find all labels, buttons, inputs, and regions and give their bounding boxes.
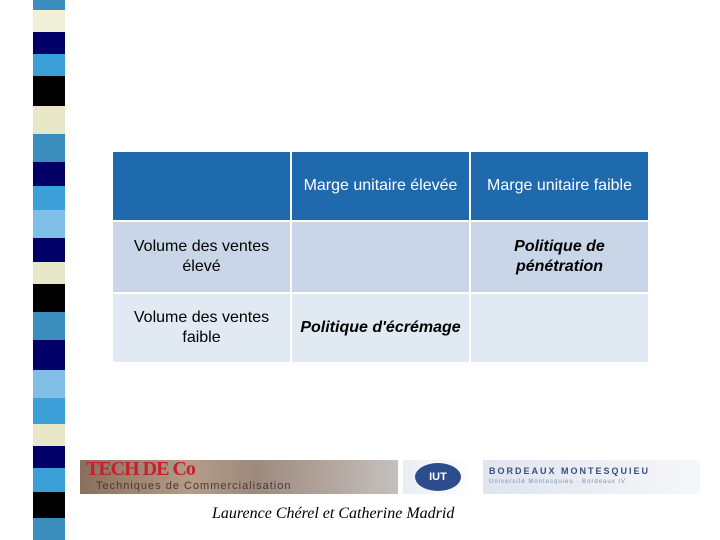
bordeaux-montesquieu-logo bbox=[483, 460, 700, 494]
header-marge-faible: Marge unitaire faible bbox=[470, 151, 649, 221]
bordeaux-logo-subtitle: Université Montesquieu · Bordeaux IV bbox=[489, 479, 627, 485]
table-row bbox=[112, 221, 649, 293]
header-empty-cell bbox=[112, 151, 291, 221]
techdeco-logo-text: TECH DE Co bbox=[86, 458, 195, 480]
logos-bar bbox=[80, 456, 700, 496]
iut-logo-text: IUT bbox=[415, 463, 461, 491]
row-label-volume-faible: Volume des ventes faible bbox=[112, 293, 291, 363]
table-row bbox=[112, 293, 649, 363]
cell-eleve-marge-elevee bbox=[291, 221, 470, 293]
cell-faible-marge-faible bbox=[470, 293, 649, 363]
techdeco-logo bbox=[80, 460, 398, 494]
bordeaux-logo-text: BORDEAUX MONTESQUIEU bbox=[489, 466, 651, 476]
pricing-strategy-table bbox=[111, 150, 650, 364]
row-label-volume-eleve: Volume des ventes élevé bbox=[112, 221, 291, 293]
footer-authors: Laurence Chérel et Catherine Madrid bbox=[212, 505, 455, 522]
header-marge-elevee: Marge unitaire élevée bbox=[291, 151, 470, 221]
cell-politique-ecremage: Politique d'écrémage bbox=[291, 293, 470, 363]
techdeco-logo-subtitle: Techniques de Commercialisation bbox=[96, 480, 292, 492]
table-header-row bbox=[112, 151, 649, 221]
decorative-color-strip bbox=[33, 0, 65, 540]
iut-logo bbox=[403, 460, 473, 494]
cell-politique-penetration: Politique de pénétration bbox=[470, 221, 649, 293]
